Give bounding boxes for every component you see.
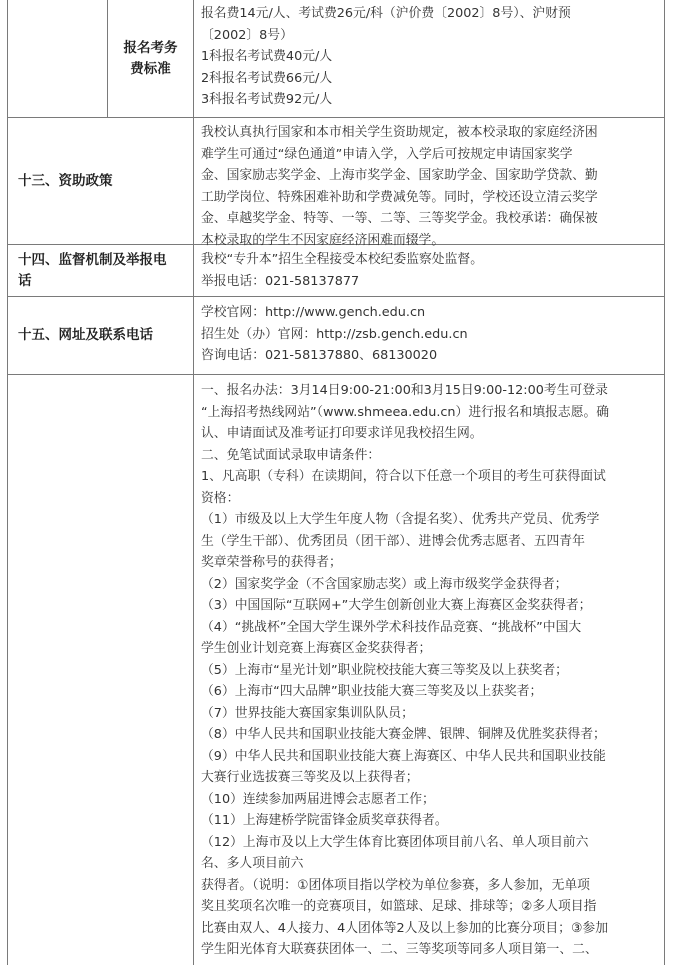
application-line: 获得者。（说明：①团体项目指以学校为单位参赛，多人参加，无单项 — [201, 877, 590, 893]
fee-standard-label-line: 费标准 — [130, 60, 171, 77]
application-line: （10）连续参加两届进博会志愿者工作； — [201, 791, 435, 807]
application-line: 奖且奖项名次唯一的竞赛项目，如篮球、足球、排球等；②多人项目指 — [201, 899, 597, 914]
application-line: （8）中华人民共和国职业技能大赛金牌、银牌、铜牌及优胜奖获得者； — [201, 727, 606, 742]
application-line: 认、申请面试及准考证打印要求详见我校招生网。 — [201, 426, 483, 441]
application-line: 奖章荣誉称号的获得者； — [201, 555, 342, 570]
aid-line: 工助学岗位、特殊困难补助和学费减免等。同时，学校还设立清云奖学 — [201, 189, 598, 205]
application-line: 资格： — [201, 490, 240, 506]
application-line: 名、多人项目前六 — [201, 856, 304, 871]
application-line: （12）上海市及以上大学生体育比赛团体项目前八名、单人项目前六 — [201, 834, 589, 850]
application-line: 二、免笔试面试录取申请条件： — [201, 447, 381, 463]
aid-policy-label — [8, 118, 193, 244]
fee-standard-content — [201, 3, 661, 111]
application-line: （5）上海市“星光计划”职业院校技能大赛三等奖及以上获奖者； — [201, 662, 568, 678]
application-line: （6）上海市“四大品牌”职业技能大赛三等奖及以上获奖者； — [201, 684, 543, 699]
application-line: （2）国家奖学金（不含国家励志奖）或上海市级奖学金获得者； — [201, 576, 568, 592]
aid-line: 我校认真执行国家和本市相关学生资助规定，被本校录取的家庭经济困 — [201, 125, 598, 140]
column-divider — [193, 0, 194, 965]
fee-line: 1科报名考试费40元/人 — [201, 49, 333, 64]
application-line: 生（学生干部）、优秀团员（团干部）、进博会优秀志愿者、五四青年 — [201, 533, 585, 549]
fee-line: 3科报名考试费92元/人 — [201, 92, 333, 107]
admissions-website-line: 招生处（办）官网：http://zsb.gench.edu.cn — [201, 326, 468, 342]
school-website-line: 学校官网：http://www.gench.edu.cn — [201, 305, 426, 320]
application-line: （7）世界技能大赛国家集训队队员； — [201, 705, 414, 721]
fee-line: 2科报名考试费66元/人 — [201, 70, 333, 86]
consult-phone-line: 咨询电话：021-58137880、68130020 — [201, 348, 438, 363]
application-line: 1、凡高职（专科）在读期间，符合以下任意一个项目的考生可获得面试 — [201, 469, 606, 484]
application-line: （1）市级及以上大学生年度人物（含提名奖）、优秀共产党员、优秀学 — [201, 512, 600, 527]
fee-standard-label — [108, 0, 193, 117]
supervision-line: 我校“专升本”招生全程接受本校纪委监察处监督。 — [201, 252, 483, 267]
application-line: （9）中华人民共和国职业技能大赛上海赛区、中华人民共和国职业技能 — [201, 748, 606, 764]
aid-policy-content — [201, 122, 661, 251]
aid-line: 本校录取的学生不因家庭经济困难而辍学。 — [201, 232, 445, 248]
supervision-label — [8, 245, 193, 296]
application-line: （4）“挑战杯”全国大学生课外学术科技作品竞赛、“挑战杯”中国大 — [201, 619, 582, 635]
contact-content — [201, 302, 661, 367]
supervision-content — [201, 249, 661, 292]
application-label-empty — [8, 375, 193, 965]
admission-info-table — [7, 0, 665, 965]
application-line: 学生创业计划竞赛上海赛区金奖获得者； — [201, 641, 432, 656]
contact-label — [8, 297, 193, 374]
fee-line: 〔2002〕8号） — [201, 27, 293, 43]
fee-line: 报名费14元/人、考试费26元/科（沪价费〔2002〕8号）、沪财预 — [201, 6, 571, 21]
supervision-label-line: 十四、监督机制及举报电 — [18, 251, 167, 268]
report-phone-line: 举报电话：021-58137877 — [201, 273, 360, 289]
application-line: 大赛行业选拔赛三等奖及以上获得者； — [201, 770, 419, 785]
application-line: “上海招考热线网站”（www.shmeea.edu.cn）进行报名和填报志愿。确 — [201, 404, 610, 420]
aid-line: 金、国家励志奖学金、上海市奖学金、国家助学金、国家助学贷款、勤 — [201, 168, 598, 183]
aid-policy-label-text: 十三、资助政策 — [18, 172, 113, 189]
aid-line: 金、卓越奖学金、特等、一等、二等、三等奖学金。我校承诺：确保被 — [201, 211, 598, 226]
table-right-border — [664, 0, 665, 965]
aid-line: 难学生可通过“绿色通道”申请入学，入学后可按规定申请国家奖学 — [201, 146, 573, 162]
application-line: （3）中国国际“互联网+”大学生创新创业大赛上海赛区金奖获得者； — [201, 598, 592, 613]
application-line: 比赛由双人、4人接力、4人团体等2人及以上参加的比赛分项目；③参加 — [201, 920, 609, 936]
application-line: 学生阳光体育大联赛获团体一、二、三等奖项等同多人项目第一、二、 — [201, 942, 598, 957]
fee-standard-label-line: 报名考务 — [123, 39, 178, 56]
application-line: 一、报名办法：3月14日9:00-21:00和3月15日9:00-12:00考生可登录 — [201, 383, 608, 398]
application-content — [201, 380, 661, 961]
supervision-label-line: 话 — [18, 272, 32, 289]
contact-label-text: 十五、网址及联系电话 — [18, 327, 153, 343]
application-line: （11）上海建桥学院雷锋金质奖章获得者。 — [201, 813, 448, 828]
